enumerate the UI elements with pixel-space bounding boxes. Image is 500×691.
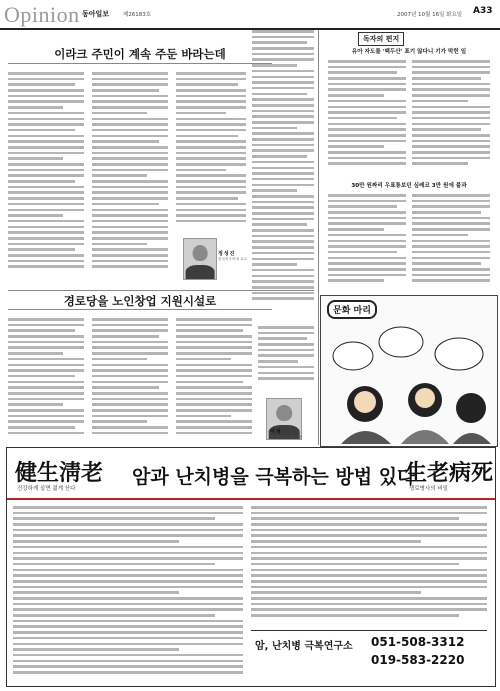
ad-left-subtitle: 건강하게 살면 젊게 산다 — [17, 486, 76, 492]
ad-header — [7, 448, 495, 499]
ad-right-subtitle: 생로병사의 비밀 — [409, 486, 448, 492]
senior-author-name: 이성 — [270, 429, 282, 435]
senior-text-col-4 — [258, 326, 314, 386]
page-number: A33 — [473, 6, 493, 16]
advertisement — [6, 447, 496, 687]
comic-title: 문화 마리 — [327, 300, 377, 319]
ad-center-title: 암과 난치병을 극복하는 방법 있다 — [132, 466, 416, 488]
iraq-text-col-2 — [92, 72, 168, 280]
ad-contact — [251, 630, 487, 681]
iraq-author-photo — [183, 238, 217, 280]
reader-text-col-1 — [328, 60, 406, 176]
divider — [8, 309, 272, 310]
ad-red-rule — [7, 498, 495, 500]
ad-body-right — [251, 506, 487, 626]
ad-right-title: 生老病死 — [405, 460, 494, 485]
iraq-text-col-3 — [176, 72, 246, 232]
reader-headline-2: 30만 원짜리 우표통보던 심레코 3만 원에 불과 — [351, 183, 467, 189]
senior-text-col-3 — [176, 318, 252, 444]
paper-name: 동아일보 — [82, 10, 110, 18]
senior-text-col-2 — [92, 318, 168, 444]
iraq-byline — [218, 250, 254, 262]
divider — [8, 290, 314, 291]
masthead — [0, 0, 500, 30]
ad-left-title: 健生淸老 — [15, 460, 104, 485]
iraq-text-col-4 — [252, 30, 314, 320]
publish-date: 2007년 10월 16일 화요일 — [397, 12, 463, 18]
senior-headline: 경로당을 노인창업 지원시설로 — [63, 294, 217, 308]
iraq-author-name: 정성진 — [218, 251, 236, 257]
ad-contact-name: 암, 난치병 극복연구소 — [255, 641, 353, 652]
reader-section-label: 독자의 편지 — [358, 32, 404, 46]
ad-phone-2[interactable]: 019-583-2220 — [371, 653, 465, 667]
reader-text-col-3 — [328, 194, 406, 294]
issue-number: 제26183호 — [123, 12, 152, 18]
iraq-author-role: 한국외국어대 교수 — [218, 257, 247, 261]
ad-body-left — [13, 506, 243, 680]
senior-author-role: 한국노인복지관 관장 — [270, 435, 303, 439]
comic-strip — [320, 295, 498, 447]
reader-headline-1: 유아 자도를 '백두산' 표기 않다니 기가 막힌 일 — [351, 49, 467, 55]
senior-text-col-1 — [8, 318, 84, 444]
section-title: Opinion — [4, 2, 80, 27]
comic-drawing — [321, 296, 497, 446]
reader-text-col-2 — [412, 60, 490, 176]
divider — [8, 63, 272, 64]
column-divider — [318, 30, 319, 445]
iraq-headline: 이라크 주민이 계속 주둔 바라는데 — [54, 47, 226, 61]
ad-phone-1[interactable]: 051-508-3312 — [371, 635, 465, 649]
reader-text-col-4 — [412, 194, 490, 294]
iraq-text-col-1 — [8, 72, 84, 280]
